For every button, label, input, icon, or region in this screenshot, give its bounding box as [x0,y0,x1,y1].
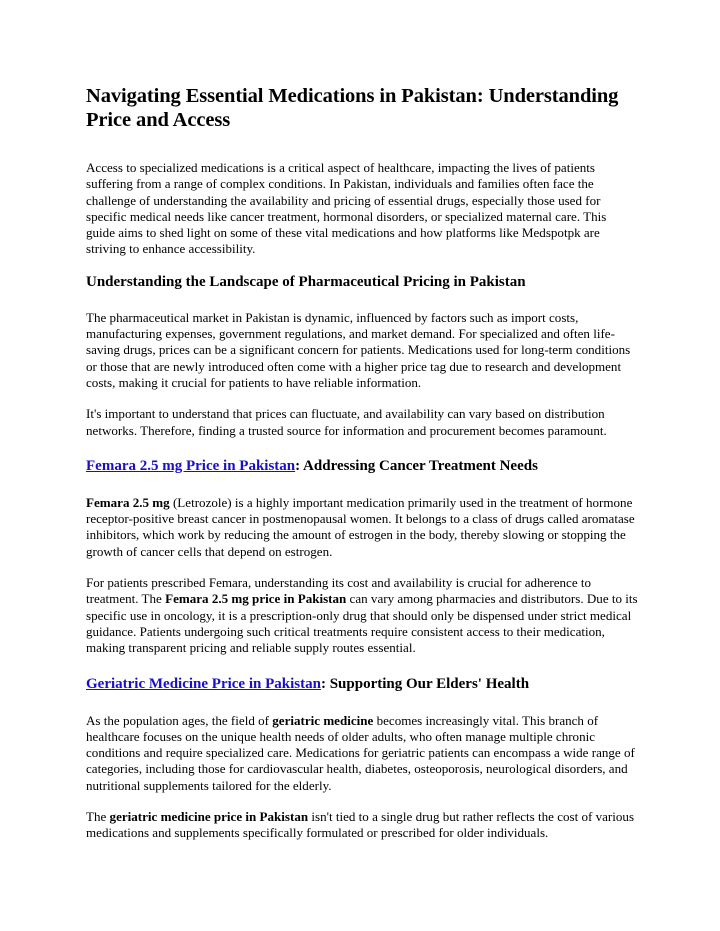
intro-paragraph: Access to specialized medications is a critical aspect of healthcare, impacting the lives of patients suffering from a range of complex conditions. In Pakistan, individuals and families often face the challenge of understanding the availability and pricing of essential drugs, especially those used for specific medical needs like cancer treatment, hormonal disorders, or specialized maternal care. This guide aims to shed light on some of these vital medications and how platforms like Medspotpk are striving to enhance accessibility. [86,160,607,257]
geriatric-paragraph-1 [86,713,638,794]
femara-paragraph-1-text: (Letrozole) is a highly important medication primarily used in the treatment of hormone receptor-positive breast cancer in postmenopausal women. It belongs to a class of drugs called aromatase inhibitors, which work by reducing the amount of estrogen in the body, thereby slowing or stopping the growth of cancer cells that depend on estrogen. [86,494,635,559]
femara-price-link[interactable]: Femara 2.5 mg Price in Pakistan [86,457,296,474]
femara-price-bold: Femara 2.5 mg price in Pakistan [165,591,347,607]
section-heading-pharma-pricing: Understanding the Landscape of Pharmaceutical Pricing in Pakistan [86,273,526,290]
pharma-pricing-paragraph-1: The pharmaceutical market in Pakistan is dynamic, influenced by factors such as import costs, manufacturing expenses, government regulations, and market demand. For specialized and often life-saving drugs, prices can be a significant concern for patients. Medications used for long-term conditions or those that are newly introduced often come with a higher price tag due to research and development costs, making it crucial for patients to have reliable information. [86,309,631,390]
section-heading-geriatric [86,675,638,693]
femara-paragraph-2 [86,575,638,656]
page-title: Navigating Essential Medications in Pakistan: Understanding Price and Access [86,85,619,131]
femara-paragraph-2-text-b: can vary among pharmacies and distributors. Due to its specific use in oncology, it is a prescription-only drug that should only be dispensed under strict medical guidance. Patients undergoing such critical treatments require consistent access to their medication, making transparent pricing and reliable supply routes essential. [86,591,638,656]
geriatric-medicine-bold: geriatric medicine [272,712,374,728]
geriatric-price-link[interactable]: Geriatric Medicine Price in Pakistan [86,675,321,692]
geriatric-paragraph-1-text-a: As the population ages, the field of [86,712,273,728]
geriatric-paragraph-2 [86,809,638,842]
geriatric-paragraph-1-text-b: becomes increasingly vital. This branch of healthcare focuses on the unique health needs of older adults, who often manage multiple chronic conditions and require specialized care. Medications for geriatric patients can encompass a wide range of categories, including those for cardiovascular health, diabetes, osteoporosis, neurological disorders, and nutritional supplements tailored for the elderly. [86,712,635,793]
geriatric-paragraph-2-text-a: The [86,809,110,825]
pharma-pricing-paragraph-2: It's important to understand that prices can fluctuate, and availability can vary based on distribution networks. Therefore, finding a trusted source for information and procurement becomes paramount. [86,406,607,438]
geriatric-paragraph-2-text-b: isn't tied to a single drug but rather reflects the cost of various medications and supplements specifically formulated or prescribed for older individuals. [86,809,635,841]
femara-heading-text: : Addressing Cancer Treatment Needs [295,457,538,474]
document-page [86,84,638,842]
geriatric-price-bold: geriatric medicine price in Pakistan [109,809,309,825]
femara-paragraph-1 [86,495,638,560]
femara-paragraph-2-text-a: For patients prescribed Femara, understanding its cost and availability is crucial for adherence to treatment. The [86,575,592,607]
section-heading-femara [86,457,638,475]
geriatric-heading-text: : Supporting Our Elders' Health [320,675,530,692]
femara-bold-term: Femara 2.5 mg [86,494,170,510]
